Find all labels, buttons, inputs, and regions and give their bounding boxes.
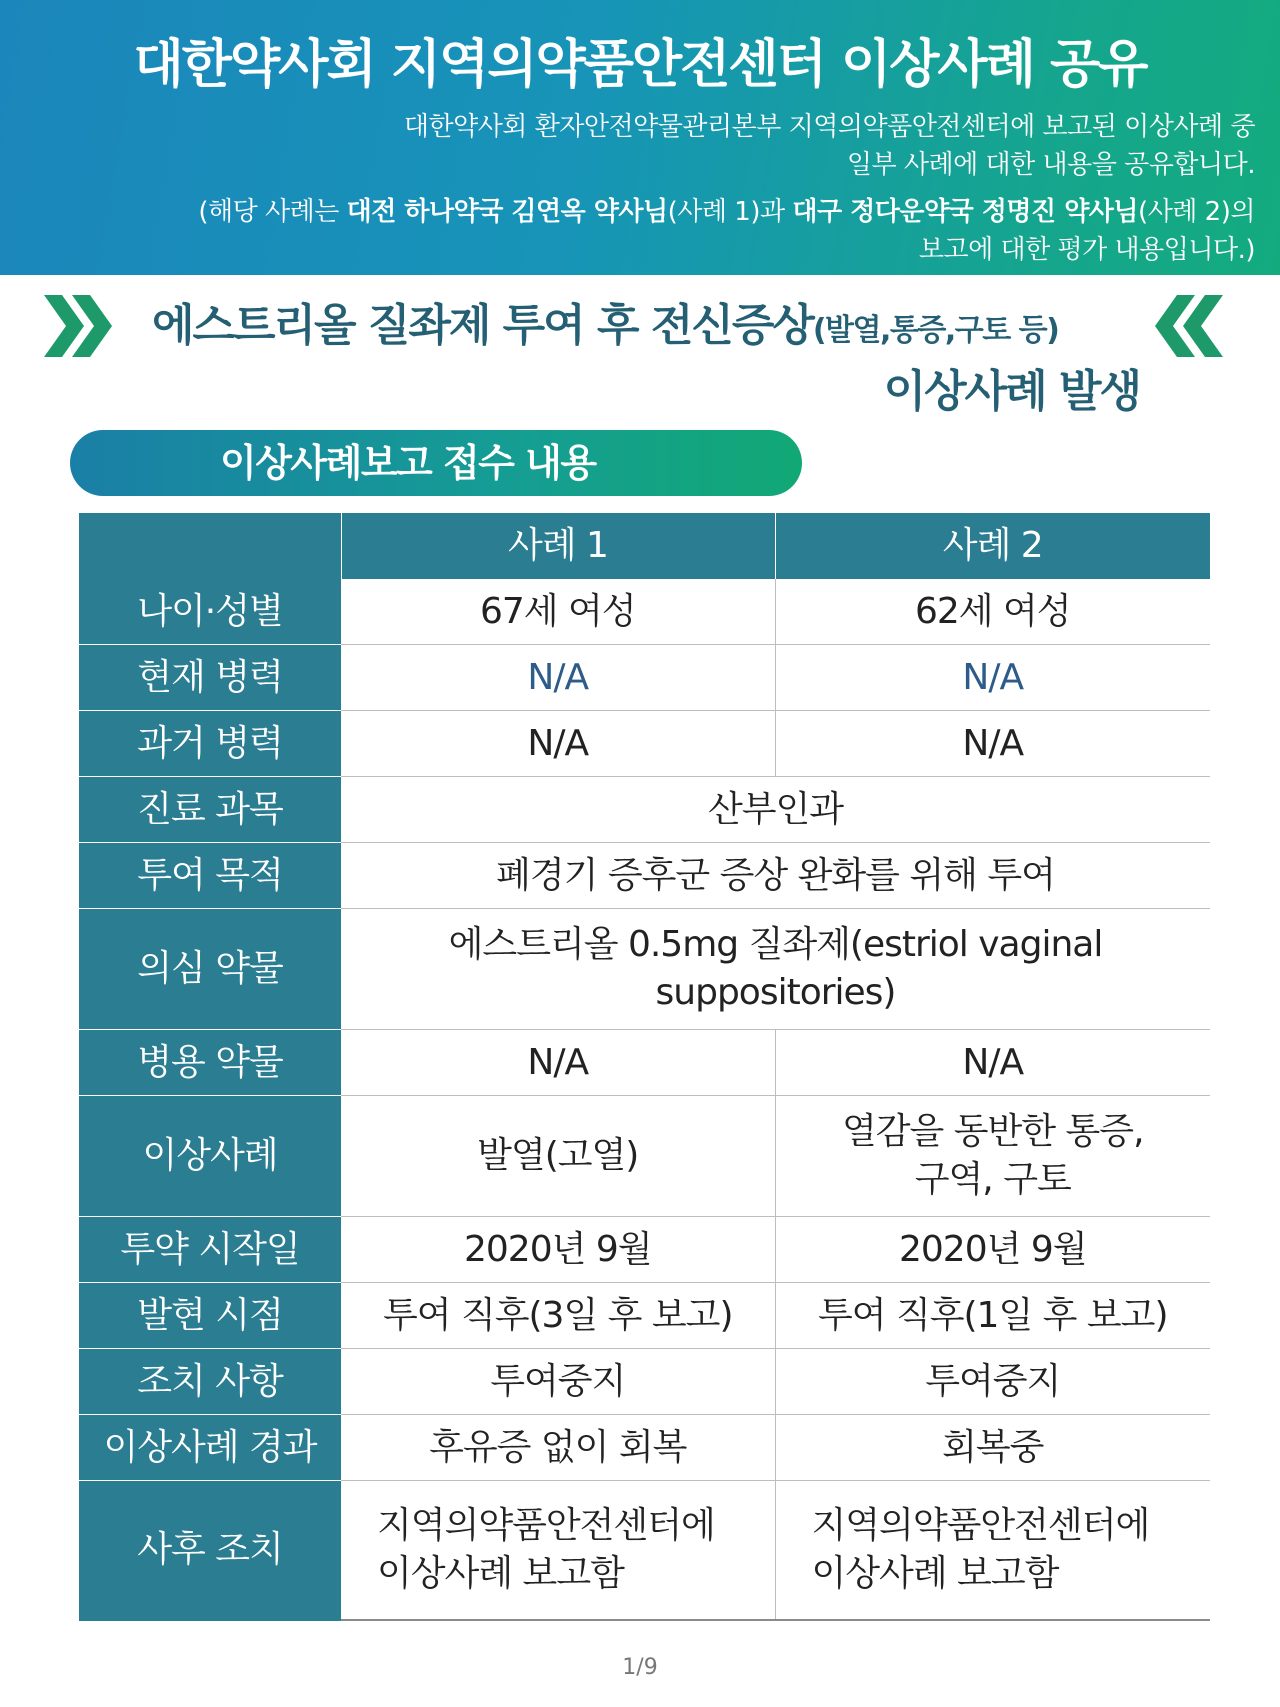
header-banner: [0, 0, 1280, 275]
case2-cell: [775, 1481, 1210, 1621]
note-reporter-2: 대구 정다운약국 정명진 약사님: [792, 197, 1139, 227]
table-row: [79, 711, 1210, 777]
case2-cell: [775, 1096, 1210, 1217]
merged-cell: [341, 909, 1210, 1030]
table-row: [79, 777, 1210, 843]
page-title: 대한약사회 지역의약품안전센터 이상사례 공유: [133, 35, 1147, 95]
description-line-1: 대한약사회 환자안전약물관리본부 지역의약품안전센터에 보고된 이상사례 중: [403, 112, 1255, 142]
header-cell-case1: 사례 1: [341, 513, 775, 579]
suspect-drug-line-2: suppositories): [655, 972, 896, 1013]
table-row: [79, 1096, 1210, 1217]
table-row: [79, 1415, 1210, 1481]
note-prefix: (해당 사례는: [198, 197, 347, 227]
subject-line-1: [152, 289, 1058, 353]
case2-cell: 62세 여성: [775, 579, 1210, 645]
note-suffix: (사례 2)의: [1138, 197, 1255, 227]
table-row: [79, 909, 1210, 1030]
subject-line-2: 이상사례 발생: [883, 366, 1140, 417]
subject-main-text: 에스트리올 질좌제 투여 후 전신증상: [152, 300, 813, 351]
table-header-row: [79, 513, 1210, 579]
case2-cell: N/A: [775, 645, 1210, 711]
header-note: [15, 193, 1255, 269]
merged-cell: 산부인과: [341, 777, 1210, 843]
case1-cell: 투여 직후(3일 후 보고): [341, 1283, 775, 1349]
table-row: [79, 579, 1210, 645]
case1-cell: 발열(고열): [341, 1096, 775, 1217]
note-line-1: [15, 193, 1255, 231]
case2-cell: 투여중지: [775, 1349, 1210, 1415]
table-row: [79, 1283, 1210, 1349]
case2-cell: N/A: [775, 1030, 1210, 1096]
header-cell-empty: [79, 513, 341, 579]
case1-cell: 투여중지: [341, 1349, 775, 1415]
row-label: 과거 병력: [79, 711, 341, 777]
case2-cell: 2020년 9월: [775, 1217, 1210, 1283]
merged-cell: 폐경기 증후군 증상 완화를 위해 투여: [341, 843, 1210, 909]
case1-cell: N/A: [341, 645, 775, 711]
report-table: [79, 513, 1210, 1621]
table-row: [79, 645, 1210, 711]
description-line-2: 일부 사례에 대한 내용을 공유합니다.: [846, 150, 1255, 180]
row-label: 투약 시작일: [79, 1217, 341, 1283]
row-label: 현재 병력: [79, 645, 341, 711]
case2-cell: 투여 직후(1일 후 보고): [775, 1283, 1210, 1349]
row-label: 발현 시점: [79, 1283, 341, 1349]
followup-case1-line-1: 지역의약품안전센터에: [377, 1505, 715, 1546]
table-row: [79, 843, 1210, 909]
adverse-event-line-2: 구역, 구토: [914, 1159, 1071, 1200]
table-row: [79, 1349, 1210, 1415]
subject-heading: [0, 285, 1280, 425]
table-row: [79, 1217, 1210, 1283]
row-label: 조치 사항: [79, 1349, 341, 1415]
header-cell-case2: 사례 2: [775, 513, 1210, 579]
note-mid: (사례 1)과: [667, 197, 793, 227]
double-chevron-right-icon: [42, 293, 114, 359]
note-line-2: 보고에 대한 평가 내용입니다.): [918, 235, 1255, 265]
row-label: 이상사례: [79, 1096, 341, 1217]
section-pill: 이상사례보고 접수 내용: [70, 430, 802, 496]
case2-cell: 회복중: [775, 1415, 1210, 1481]
followup-case2-line-2: 이상사례 보고함: [811, 1553, 1059, 1594]
table-row: [79, 1030, 1210, 1096]
adverse-event-line-1: 열감을 동반한 통증,: [841, 1111, 1144, 1152]
followup-case1-line-2: 이상사례 보고함: [377, 1553, 624, 1594]
note-reporter-1: 대전 하나약국 김연옥 약사님: [346, 197, 668, 227]
page-number: 1/9: [622, 1655, 658, 1680]
row-label: 사후 조치: [79, 1481, 341, 1621]
case1-cell: 후유증 없이 회복: [341, 1415, 775, 1481]
case1-cell: 67세 여성: [341, 579, 775, 645]
double-chevron-left-icon: [1153, 293, 1225, 359]
case1-cell: [341, 1481, 775, 1621]
case1-cell: N/A: [341, 711, 775, 777]
row-label: 나이·성별: [79, 579, 341, 645]
case1-cell: 2020년 9월: [341, 1217, 775, 1283]
row-label: 진료 과목: [79, 777, 341, 843]
table-row: [79, 1481, 1210, 1621]
row-label: 의심 약물: [79, 909, 341, 1030]
suspect-drug-line-1: 에스트리올 0.5mg 질좌제(estriol vaginal: [448, 924, 1103, 965]
header-description: [404, 108, 1255, 184]
row-label: 병용 약물: [79, 1030, 341, 1096]
row-label: 투여 목적: [79, 843, 341, 909]
subject-symptoms-text: (발열,통증,구토 등): [812, 313, 1059, 348]
case1-cell: N/A: [341, 1030, 775, 1096]
case2-cell: N/A: [775, 711, 1210, 777]
followup-case2-line-1: 지역의약품안전센터에: [811, 1505, 1150, 1546]
row-label: 이상사례 경과: [79, 1415, 341, 1481]
